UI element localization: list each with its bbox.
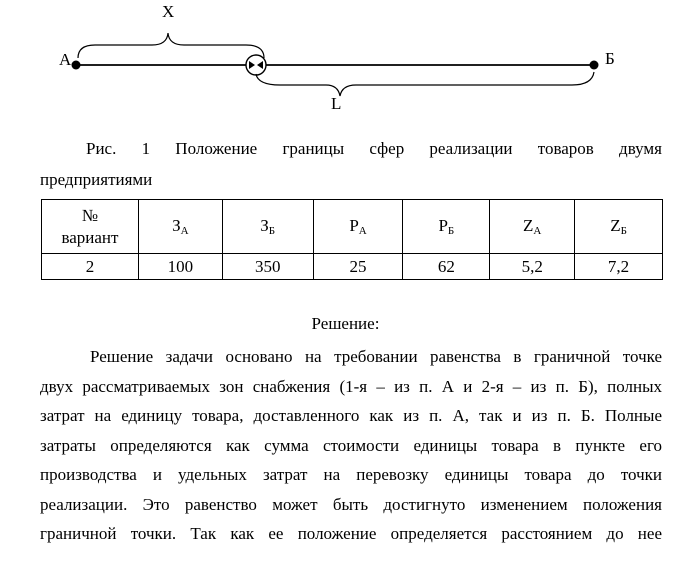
label-x: X bbox=[162, 2, 175, 21]
header-za bbox=[138, 200, 222, 254]
solution-line-7: граничной точки. Так как ее положение определяется расстоянием до нее bbox=[40, 524, 662, 543]
header-zb-latin-base: Z bbox=[610, 216, 621, 235]
header-za-latin-base: Z bbox=[523, 216, 534, 235]
caption-line-2: предприятиями bbox=[40, 170, 153, 189]
header-pa-sub: А bbox=[358, 225, 367, 237]
header-za-latin-sub: А bbox=[533, 225, 542, 237]
brace-x bbox=[78, 33, 264, 58]
table-header-row bbox=[42, 200, 663, 254]
label-point-a: А bbox=[59, 50, 72, 69]
header-pa-base: Р bbox=[349, 216, 359, 235]
header-zb-base: З bbox=[260, 216, 269, 235]
point-a-dot bbox=[72, 61, 81, 70]
solution-line-4: затраты определяются как сумма стоимости единицы товара в пункте его bbox=[40, 435, 662, 455]
header-zb bbox=[222, 200, 313, 254]
table-row bbox=[42, 254, 663, 280]
caption-line-1: Рис. 1 Положение границы сфер реализации товаров двумя bbox=[86, 139, 662, 158]
header-pa bbox=[313, 200, 403, 254]
brace-l bbox=[256, 72, 594, 96]
label-l: L bbox=[331, 94, 342, 113]
header-variant-label: вариант bbox=[61, 227, 119, 247]
boundary-marker-icon bbox=[246, 55, 266, 75]
header-zb-latin bbox=[575, 200, 663, 254]
header-zb-sub: Б bbox=[268, 225, 276, 237]
solution-line-3: затрат на единицу товара, доставленного как из п. А, так и из п. Б. Полные bbox=[40, 406, 662, 425]
header-pb-base: Р bbox=[438, 216, 448, 235]
cell-pa: 25 bbox=[313, 254, 403, 280]
header-variant-symbol: № bbox=[81, 205, 99, 225]
solution-line-2: двух рассматриваемых зон снабжения (1-я – из п. А и 2-я – из п. Б), полных bbox=[40, 376, 662, 396]
header-pb bbox=[403, 200, 490, 254]
cell-pb: 62 bbox=[403, 254, 490, 280]
header-pb-sub: Б bbox=[447, 225, 455, 237]
figure-caption bbox=[40, 133, 662, 195]
solution-line-6: реализации. Это равенство может быть достигнуто изменением положения bbox=[40, 494, 662, 514]
solution-line-5: производства и удельных затрат на перевозку единицы товара до точки bbox=[40, 465, 662, 484]
header-za-base: З bbox=[172, 216, 181, 235]
header-variant bbox=[42, 200, 139, 254]
cell-za: 100 bbox=[138, 254, 222, 280]
solution-title: Решение: bbox=[311, 314, 380, 333]
cell-variant: 2 bbox=[42, 254, 139, 280]
boundary-diagram bbox=[0, 0, 691, 120]
cell-zb-latin: 7,2 bbox=[575, 254, 663, 280]
boundary-diagram-graphic bbox=[0, 0, 691, 120]
header-za-latin bbox=[490, 200, 575, 254]
solution-paragraph bbox=[40, 342, 662, 549]
cell-zb: 350 bbox=[222, 254, 313, 280]
label-point-b: Б bbox=[605, 49, 615, 68]
header-zb-latin-sub: Б bbox=[620, 225, 627, 237]
header-za-sub: А bbox=[180, 225, 189, 237]
variant-table bbox=[41, 199, 663, 280]
solution-line-1: Решение задачи основано на требовании равенства в граничной точке bbox=[90, 347, 662, 366]
cell-za-latin: 5,2 bbox=[490, 254, 575, 280]
point-b-dot bbox=[590, 61, 599, 70]
